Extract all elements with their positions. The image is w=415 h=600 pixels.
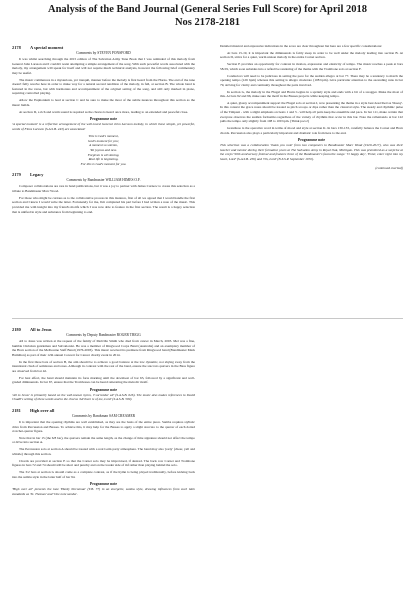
programme-note-heading: Programme note [89, 117, 118, 122]
body-paragraph: At bars 15-19, it is important the diminuendo is fairly steep in order to be well under the melody leading into section B. At section D, strive for a quiet, warm unison melody in the entire Cornet section. [220, 50, 403, 60]
entry-commenter: Comments by Bandmaster WILLIAM HIMES O.F. [66, 178, 141, 183]
column-top-right [220, 44, 403, 170]
body-paragraph: Grandioso is the operative word in terms of mood and style at section K. In bars 130-133, carefully balance the Cornet and Horn chords. Percussion also plays a particularly important and dramatic role from here to the end. [220, 126, 403, 135]
body-paragraph: Chords are provided at section E so that the Cornet solo may be improvised, if desired. The back row Cornet and Trombone figures in bars 72 and 74 should still be short and punchy and on the louder side of mf rather than playing behind the solo. [12, 458, 195, 468]
column-bottom-left [12, 326, 195, 499]
body-paragraph: Conductors will need to be judicious in setting the pace for the sudden allegro at bar 77. There may be a tendency to match the opening tempo (126 bpm) whereas this setting is allegro moderato (108 bpm). Give particular attention to the ascending runs in bar 79, striving for clarity and continuity throughout the parts involved. [220, 73, 403, 87]
body-paragraph: Note that in bar 15 (the 6/8 bar), the quavers remain the same length, as the change of time signature should not affect the tempo or drive into section A. [12, 435, 195, 445]
page-title: Analysis of the Band Journal (General Series Full Score) for April 2018 [48, 4, 367, 15]
verse-line: For this is God's moment for you. [80, 161, 127, 166]
entry-title: High over all [30, 407, 55, 413]
body-paragraph: At section D, a rich and warm sound is required as the chorus is heard once more, leading to an extended and peaceful close. [19, 109, 189, 114]
column-top-left [12, 44, 195, 216]
body-paragraph: Allow the Euphonium to lead at section C and be sure to make the most of the subtle nuances throughout this section as the music builds. [12, 98, 195, 107]
entry-title: A special moment [30, 45, 64, 50]
body-paragraph: Composer collaborations are rare in band publications, but it was a joy to partner with James Curnow to create this selection as a tribute to Bandmaster Marc Wood. [12, 184, 195, 194]
programme-note-heading: Programme note [89, 387, 118, 392]
entry-title: Legacy [30, 172, 44, 178]
body-paragraph: In section G, the melody in the Flugel and Horns begins in a spritely style and ends with a bit of a swagger. Make the most of this. At bars 92 and 96, make sure the motif in the Basses projects while keeping tempo. [220, 89, 403, 99]
entry-commenter: Comments by Deputy Bandmaster ROGER TRIGG [66, 333, 141, 337]
entry-title: All to Jesus [30, 327, 52, 332]
verse-line: Yet joyous and new. [90, 148, 117, 153]
body-paragraph: In the first three bars of section B, the aim should be to achieve a good balance at the low dynamic, not shying away from the intentional clash of semitones and tones. Although in contrast with the rest of the band, ensure the staccato quavers in the Bass figure are observed from bar 42. [12, 359, 195, 373]
body-paragraph: The 3/2 bars at section G should come as a complete contrast, as if the hymn is being played traditionally, before kicking back into the samba style in the latter half of bar 94. [12, 470, 195, 479]
programme-note: This selection was a collaboration 'thank you note' from two composers to Bandmaster Marc Wood (1929-2017), who was their teacher and mentor during their formative years at The Salvation Army in Royal Oak, Michigan. This was premièred as a surprise at the corps' 90th anniversary festival and features three of the Bandmaster's favourite songs: 'O happy day', 'Enter, enter right into my heart, Lord' (S.A.S.B. 456) and 'Oh, Lord' (N.S.S.P. September 1972). [220, 143, 403, 161]
continued-note: (continued overleaf) [375, 165, 403, 170]
body-paragraph: It is important that the opening rhythms are well established, as they are the basis of the entire piece. Samba requires stylistic drive from Percussion and Basses. To achieve this, it may help for the Basses to apply a slight staccato to the quaver of each dotted crotchet-quaver figure. [12, 419, 195, 434]
body-paragraph: The music commences in a mysterious, yet tranquil, manner before the melody is first heard from the Horns. The end of the tune doesn't fully resolve here in order to make way for a natural second rendition of the melody, in full, at section B. The whole band is featured in the verse, but with harmonies and accompaniment of the original setting of the song, and still only marked in piano, requiring controlled playing. [12, 77, 195, 96]
programme-note: 'High over all' presents the tune 'Hardy Norseman' (T.B. 77) in an energetic, samba style, drawing influences from such latin standards as 'St. Thomas' and 'One note samba'. [12, 487, 195, 496]
body-paragraph: For those who might be curious as to the collaborative process in this instance, first of all we agreed that I would handle the first section and I knew I would write the latter. Fortunately for me, Jim completed his part before I had written a note of the music. This provided me with insight into my friend's motifs which I was now able to feature in the first section. The result is a happy selection that is unified in style and substance from beginning to end. [12, 195, 195, 214]
entry-number: 2180 [12, 327, 21, 332]
entry-commenter: Comments by STEVEN PONSFORD [76, 51, 131, 55]
body-paragraph: Section E provides an opportunity for contrast in motion, expression and elasticity of tempo. The music reaches a peak at bars 58-59, which soon subsides into a reflective rendering of the theme with the Trombone solo at section F. [220, 62, 403, 71]
programme-note-heading: Programme note [89, 482, 118, 487]
body-paragraph: For best effect, the band should maintain its forte marking until the downbeat of bar 63, followed by a significant and well-graded diminuendo. In bar 67, ensure that the Trombones can be heard reiterating the melodic motif. [12, 375, 195, 385]
programme-note-heading: Programme note [297, 138, 326, 143]
verse-line: This is God's moment, [88, 134, 119, 139]
verse-line: Real life is beginning, [88, 157, 119, 162]
body-paragraph: Detailed musical and expressive indications in the score are clear throughout but here are a few specific considerations: [220, 44, 383, 48]
body-paragraph: It was whilst searching through the 2015 edition of The Salvation Army Tune Book that I was reminded of this melody from General John Larsson and I couldn't resist attempting a simple arrangement of the song. With such powerful words associated with the melody, my arrangement will speak for itself and will not require much technical analysis, however the following brief commentary may be useful. [12, 57, 195, 75]
verse-line: Forgiven is all sinning, [87, 152, 120, 157]
entry-commenter: Comments by Bandsman SAM CREAMER [71, 413, 136, 418]
programme-note: 'All to Jesus' is primarily based on the well-known hymn, 'I surrender all' (S.A.S.B. 626). The music also makes references to David Chadli's setting of these words and to the chorus 'All there is of me, Lord' (S.A.S.B. 509). [12, 392, 195, 402]
programme-note: 'A special moment' is a reflective arrangement of the well-loved General John Larsson melody, in which these simple, yet powerful, words of Flora Larsson (S.A.S.B. 443) are associated: [12, 122, 195, 131]
song-verse [12, 134, 195, 166]
entry-number: 2181 [12, 407, 21, 413]
body-paragraph: The Percussion solo at section A should be treated with a real Latin party atmosphere. The band may also 'party' (cheer, yell and whistle) through this section. [12, 447, 195, 456]
body-paragraph: All to Jesus was written at the request of the family of Melville Smith who died from cancer in March, 2003. Mel was a fine, humble Christian gentleman and Salvationist. He was a member of Ringwood Corps Band (Australia) and an exemplary member of the Horn section of the Melbourne Staff Band (1976-2003). This music received its premiere from Ringwood band (Bandmaster Mark Hamilton) as part of their 12th annual Concert for Cancer charity event in 2014. [12, 339, 195, 357]
entry-number: 2179 [12, 172, 21, 178]
page-subtitle: Nos 2178-2181 [174, 17, 241, 28]
verse-line: God's moment for you; [87, 138, 120, 143]
verse-line: A moment so solemn, [89, 143, 118, 148]
section-divider [12, 318, 403, 319]
body-paragraph: A quiet, glassy accompaniment support the Flugel solo at section I, now presenting the theme in a style best described as 'bluesy'. In this context the grace notes should be treated as pitch scoops or dips rather than the classical style. The steady and rhythmic pulse of the Timpani - with a slight emphasis on beats 1 and 3 - will help all parts keep the ensemble and pace. In bar 111, make certain that everyone observes the sudden fortissimo regardless of the variety of rhythms that occur in this bar. Note the rallentando at bar 122 pulls the tempo only slightly from 108 to 100 bpm. (Think poco!) [220, 100, 403, 124]
entry-number: 2178 [12, 45, 21, 50]
